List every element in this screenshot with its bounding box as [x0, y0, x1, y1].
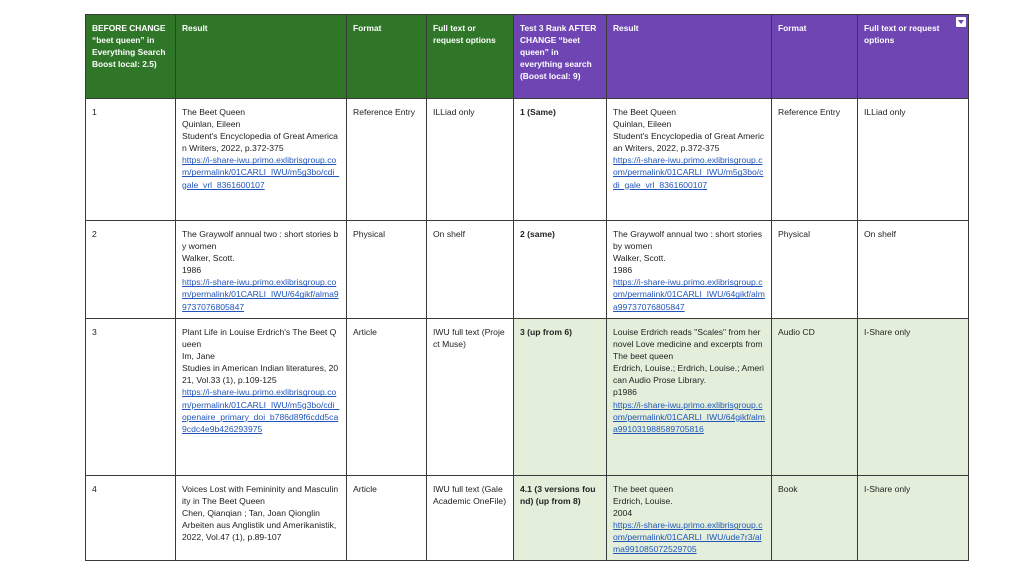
result-before-cell [176, 221, 347, 319]
permalink[interactable]: https://i-share-iwu.primo.exlibrisgroup.com/permalink/01CARLI_IWU/64gikf/alma99737076805847 [182, 277, 339, 312]
result-title: Plant Life in Louise Erdrich's The Beet Queen [182, 327, 337, 350]
result-title: The Beet Queen [182, 107, 246, 117]
header-row [86, 15, 969, 99]
access-before: IWU full text (Project Muse) [427, 319, 514, 476]
rank-before: 1 [86, 99, 176, 221]
access-after: ILLiad only [858, 99, 969, 221]
rank-before: 2 [86, 221, 176, 319]
permalink[interactable]: https://i-share-iwu.primo.exlibrisgroup.com/permalink/01CARLI_IWU/m5g3bo/cdi_openaire_primary_doi_b786d89f6cdd5ca9cdc4e9b426293975 [182, 387, 340, 434]
rank-after: 4.1 (3 versions found) (up from 8) [514, 476, 607, 561]
header-result-after: Result [607, 15, 772, 99]
result-before-cell [176, 476, 347, 561]
table-row [86, 476, 969, 561]
header-access-before: Full text or request options [427, 15, 514, 99]
result-title: The Beet Queen [613, 107, 677, 117]
access-before: ILLiad only [427, 99, 514, 221]
format-before: Physical [347, 221, 427, 319]
result-year: p1986 [613, 387, 637, 398]
result-before-cell [176, 99, 347, 221]
rank-after: 2 (same) [514, 221, 607, 319]
rank-before: 3 [86, 319, 176, 476]
table-row [86, 221, 969, 319]
result-author: Walker, Scott. [182, 253, 235, 264]
permalink[interactable]: https://i-share-iwu.primo.exlibrisgroup.com/permalink/01CARLI_IWU/64gikf/alma99737076805847 [613, 277, 765, 312]
header-format-before: Format [347, 15, 427, 99]
result-after-cell [607, 221, 772, 319]
format-before: Article [347, 319, 427, 476]
result-source: Arbeiten aus Anglistik und Amerikanistik, 2022, Vol.47 (1), p.89-107 [182, 520, 337, 543]
header-access-after-label: Full text or request options [864, 23, 940, 45]
format-before: Article [347, 476, 427, 561]
result-author: Chen, Qianqian ; Tan, Joan Qionglin [182, 508, 320, 519]
result-author: Im, Jane [182, 351, 215, 362]
result-after-cell [607, 99, 772, 221]
format-after: Audio CD [772, 319, 858, 476]
result-year: 2004 [613, 508, 633, 519]
result-author: Walker, Scott. [613, 253, 666, 264]
permalink[interactable]: https://i-share-iwu.primo.exlibrisgroup.com/permalink/01CARLI_IWU/m5g3bo/cdi_gale_vrl_8361600107 [182, 155, 340, 190]
header-rank-after: Test 3 Rank AFTER CHANGE “beet queen” in everything search (Boost local: 9) [514, 15, 607, 99]
rank-after: 1 (Same) [514, 99, 607, 221]
result-before-cell [176, 319, 347, 476]
table-row [86, 319, 969, 476]
result-author: Erdrich, Louise. [613, 496, 673, 507]
rank-after: 3 (up from 6) [514, 319, 607, 476]
result-after-cell [607, 476, 772, 561]
header-result-before: Result [176, 15, 347, 99]
permalink[interactable]: https://i-share-iwu.primo.exlibrisgroup.com/permalink/01CARLI_IWU/ude7r3/alma991085072529705 [613, 520, 763, 555]
result-source: Student's Encyclopedia of Great American Writers, 2022, p.372-375 [182, 131, 338, 154]
result-author: Quinlan, Eileen [182, 119, 241, 130]
format-after: Reference Entry [772, 99, 858, 221]
result-after-cell [607, 319, 772, 476]
result-source: Studies in American Indian literatures, 2021, Vol.33 (1), p.109-125 [182, 363, 339, 386]
format-before: Reference Entry [347, 99, 427, 221]
header-before-change: BEFORE CHANGE “beet queen” in Everything Search Boost local: 2.5) [86, 15, 176, 99]
permalink[interactable]: https://i-share-iwu.primo.exlibrisgroup.com/permalink/01CARLI_IWU/64gikf/alma991031988589705816 [613, 399, 765, 434]
format-after: Book [772, 476, 858, 561]
permalink[interactable]: https://i-share-iwu.primo.exlibrisgroup.com/permalink/01CARLI_IWU/m5g3bo/cdi_gale_vrl_8361600107 [613, 155, 764, 190]
access-before: IWU full text (Gale Academic OneFile) [427, 476, 514, 561]
result-author: Erdrich, Louise.; Erdrich, Louise.; American Audio Prose Library. [613, 363, 764, 386]
format-after: Physical [772, 221, 858, 319]
result-title: The Graywolf annual two : short stories by women [182, 229, 339, 252]
rank-before: 4 [86, 476, 176, 561]
access-after: On shelf [858, 221, 969, 319]
comparison-table [85, 14, 969, 561]
result-year: 1986 [613, 265, 633, 276]
result-title: The Graywolf annual two : short stories by women [613, 229, 763, 252]
access-after: I-Share only [858, 319, 969, 476]
result-author: Quinlan, Eileen [613, 119, 672, 130]
result-title: Louise Erdrich reads "Scales" from her novel Love medicine and excerpts from The beet queen [613, 327, 763, 362]
table-row [86, 99, 969, 221]
header-access-after[interactable] [858, 15, 969, 99]
access-before: On shelf [427, 221, 514, 319]
header-format-after: Format [772, 15, 858, 99]
result-source: Student's Encyclopedia of Great American Writers, 2022, p.372-375 [613, 131, 765, 154]
result-year: 1986 [182, 265, 202, 276]
result-title: The beet queen [613, 484, 674, 494]
result-title: Voices Lost with Femininity and Masculinity in The Beet Queen [182, 484, 339, 507]
filter-dropdown-icon[interactable] [956, 17, 966, 27]
access-after: I-Share only [858, 476, 969, 561]
